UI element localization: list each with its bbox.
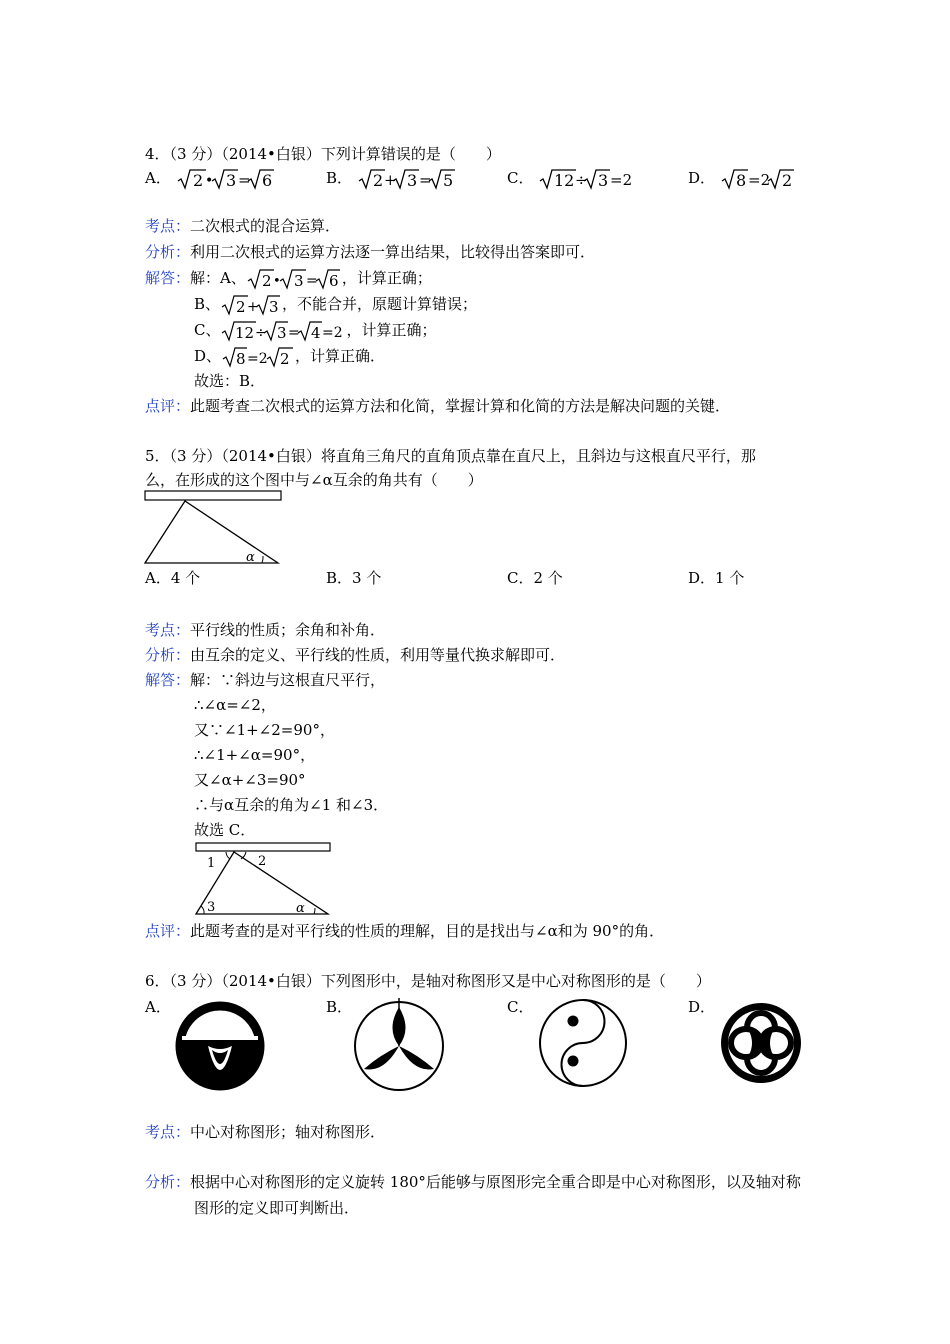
q4-step-d-expr xyxy=(221,346,295,368)
q4-fenxi-text: 利用二次根式的运算方法逐一算出结果，比较得出答案即可． xyxy=(190,243,596,261)
svg-text:6: 6 xyxy=(261,171,272,190)
q4-option-d-expr xyxy=(720,167,820,191)
q4-option-d-letter: D． xyxy=(688,169,716,187)
q5-answer: 故选 C． xyxy=(194,821,256,839)
q4-option-b-expr xyxy=(357,167,457,191)
angle-3-arc xyxy=(201,906,204,914)
ruler xyxy=(196,843,330,851)
q4-option-c xyxy=(507,167,638,191)
q4-jieda-intro: 解：A、 xyxy=(190,269,246,287)
q6-fenxi-text-1: 根据中心对称图形的定义旋转 180°后能够与原图形完全重合即是中心对称图形，以及轴对称 xyxy=(190,1173,801,1191)
q5-stem-line1: 5．（3 分）（2014•白银）将直角三角尺的直角顶点靠在直尺上，且斜边与这根直尺平行，那 xyxy=(145,447,756,465)
svg-text:=2: =2 xyxy=(747,171,770,189)
q4-fenxi xyxy=(145,242,595,262)
alpha-label: α xyxy=(246,550,255,565)
angle-alpha-arc xyxy=(314,908,315,914)
svg-text:=: = xyxy=(418,171,432,189)
svg-text:÷: ÷ xyxy=(255,325,268,341)
q4-dianping xyxy=(145,396,730,416)
q5-dianping-text: 此题考查的是对平行线的性质的理解，目的是找出与∠α和为 90°的角． xyxy=(190,922,665,940)
q4-stem: 4．（3 分）（2014•白银）下列计算错误的是（ ） xyxy=(145,145,501,163)
svg-text:÷: ÷ xyxy=(575,171,588,189)
q6-kaodian-text: 中心对称图形；轴对称图形． xyxy=(190,1123,386,1141)
svg-text:=: = xyxy=(288,325,301,341)
q5-option-c: C．2 个 xyxy=(507,569,563,587)
q4-jieda-line2 xyxy=(194,294,477,316)
svg-text:2: 2 xyxy=(261,272,272,290)
angle-2-label: 2 xyxy=(258,854,267,869)
svg-text:=2: =2 xyxy=(322,325,344,341)
svg-text:+: + xyxy=(247,299,259,315)
q4-step-c-suffix: ，计算正确； xyxy=(346,321,437,339)
q4-jieda-line4 xyxy=(194,346,385,368)
q4-step-c-expr xyxy=(220,320,346,342)
q5-step-4: ∴∠1+∠α=90°， xyxy=(194,746,316,764)
q6-option-c-label: C． xyxy=(507,998,534,1016)
svg-text:=2: =2 xyxy=(610,171,633,189)
q4-kaodian xyxy=(145,216,340,236)
svg-text:3: 3 xyxy=(293,272,304,290)
svg-text:3: 3 xyxy=(225,171,236,190)
svg-text:8: 8 xyxy=(735,171,746,190)
q5-step-2: ∴∠α=∠2， xyxy=(194,696,276,714)
q6-figure-b xyxy=(350,995,448,1093)
q5-stem-line2: 么，在形成的这个图中与∠α互余的角共有（ ） xyxy=(145,471,483,489)
kaodian-label: 考点： xyxy=(145,1123,191,1141)
svg-text:2: 2 xyxy=(236,298,246,316)
q6-figure-c xyxy=(535,995,631,1091)
dianping-label: 点评： xyxy=(145,397,191,415)
svg-text:=: = xyxy=(305,273,318,289)
q5-figure-ruler-triangle xyxy=(140,488,290,568)
q6-fenxi-line1 xyxy=(145,1172,801,1192)
ruler xyxy=(145,491,281,500)
svg-text:8: 8 xyxy=(236,350,246,368)
fenxi-label: 分析： xyxy=(145,1173,191,1191)
svg-text:4: 4 xyxy=(311,324,322,342)
q6-stem: 6．（3 分）（2014•白银）下列图形中，是轴对称图形又是中心对称图形的是（ ） xyxy=(145,972,711,990)
svg-text:+: + xyxy=(383,171,397,189)
svg-text:3: 3 xyxy=(269,298,279,316)
q6-kaodian xyxy=(145,1122,385,1142)
q6-figure-d xyxy=(715,997,807,1089)
jieda-label: 解答： xyxy=(145,671,191,689)
q4-option-a xyxy=(145,167,276,191)
q6-option-d-label: D． xyxy=(688,998,716,1016)
q4-step-b-suffix: ，不能合并，原题计算错误； xyxy=(282,295,478,313)
q5-kaodian xyxy=(145,620,385,640)
q5-kaodian-text: 平行线的性质；余角和补角． xyxy=(190,621,386,639)
q4-step-b-prefix: B、 xyxy=(194,295,221,313)
q4-option-a-letter: A． xyxy=(145,169,171,187)
q4-step-c-prefix: C、 xyxy=(194,321,221,339)
q5-step-1: 解：∵斜边与这根直尺平行， xyxy=(190,671,386,689)
q5-option-b: B．3 个 xyxy=(326,569,382,587)
q5-fenxi-text: 由互余的定义、平行线的性质，利用等量代换求解即可． xyxy=(190,646,566,664)
q6-option-a-label: A． xyxy=(145,998,171,1016)
svg-text:2: 2 xyxy=(372,171,383,190)
q5-solution-figure xyxy=(190,840,336,918)
svg-text:12: 12 xyxy=(554,171,575,190)
q4-answer: 故选：B． xyxy=(194,372,266,390)
set-square-triangle xyxy=(145,501,278,563)
svg-text:2: 2 xyxy=(280,350,290,368)
q4-dianping-text: 此题考查二次根式的运算方法和化简，掌握计算和化简的方法是解决问题的关键． xyxy=(190,397,731,415)
q4-jieda-line3 xyxy=(194,320,437,342)
q6-figure-a xyxy=(174,1000,266,1092)
q5-dianping xyxy=(145,921,664,941)
dianping-label: 点评： xyxy=(145,922,191,940)
kaodian-label: 考点： xyxy=(145,621,191,639)
q4-step-d-prefix: D、 xyxy=(194,347,222,365)
svg-text:3: 3 xyxy=(277,324,288,342)
q4-option-a-expr xyxy=(176,167,276,191)
q5-option-d: D．1 个 xyxy=(688,569,745,587)
q4-option-b xyxy=(326,167,457,191)
q4-option-d xyxy=(688,167,820,191)
q5-jieda-line1 xyxy=(145,670,385,690)
svg-text:2: 2 xyxy=(781,171,792,190)
angle-3-label: 3 xyxy=(207,900,216,915)
q5-step-3: 又∵∠1+∠2=90°， xyxy=(194,721,335,739)
q4-step-d-suffix: ，计算正确． xyxy=(295,347,386,365)
svg-text:12: 12 xyxy=(235,324,255,342)
q4-option-c-letter: C． xyxy=(507,169,534,187)
angle-1-arc xyxy=(226,852,230,859)
angle-alpha-arc xyxy=(262,556,263,563)
fenxi-label: 分析： xyxy=(145,646,191,664)
svg-text:=2: =2 xyxy=(247,351,268,367)
kaodian-label: 考点： xyxy=(145,217,191,235)
svg-text:3: 3 xyxy=(406,171,417,190)
svg-text:•: • xyxy=(204,173,213,189)
angle-1-label: 1 xyxy=(207,856,216,871)
q4-option-c-expr xyxy=(538,167,638,191)
svg-text:=: = xyxy=(237,171,251,189)
q4-step-a-suffix: ，计算正确； xyxy=(341,269,432,287)
q4-step-b-expr xyxy=(220,294,282,316)
svg-text:3: 3 xyxy=(598,171,609,190)
svg-text:2: 2 xyxy=(192,171,203,190)
q5-fenxi xyxy=(145,645,565,665)
q5-option-a: A．4 个 xyxy=(145,569,201,587)
q6-option-b-label: B． xyxy=(326,998,353,1016)
q4-jieda-line1 xyxy=(145,268,432,290)
svg-text:6: 6 xyxy=(328,272,339,290)
svg-text:•: • xyxy=(272,274,281,289)
q5-step-5: 又∠α+∠3=90° xyxy=(194,771,306,789)
svg-text:5: 5 xyxy=(442,171,453,190)
jieda-label: 解答： xyxy=(145,269,191,287)
angle-alpha-label: α xyxy=(296,901,305,916)
q4-step-a-expr xyxy=(246,268,342,290)
fenxi-label: 分析： xyxy=(145,243,191,261)
q6-fenxi-line2: 图形的定义即可判断出． xyxy=(194,1199,360,1217)
q5-step-6: ∴与α互余的角为∠1 和∠3． xyxy=(194,796,389,814)
q4-kaodian-text: 二次根式的混合运算． xyxy=(190,217,341,235)
q4-option-b-letter: B． xyxy=(326,169,353,187)
